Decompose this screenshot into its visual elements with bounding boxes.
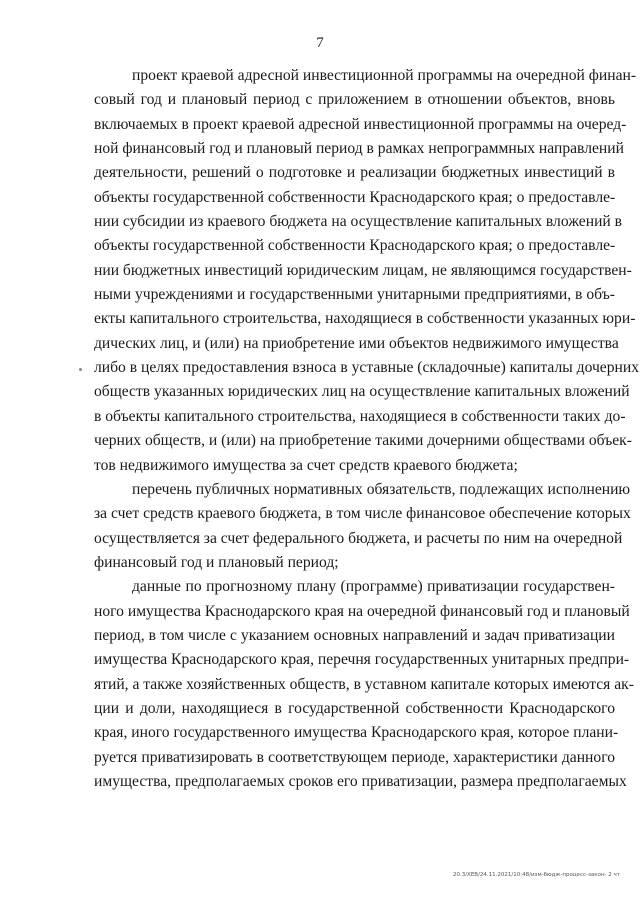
text-line: обществ указанных юридических лиц на осуществление капитальных вложений bbox=[94, 383, 630, 401]
text-line: в объекты капитального строительства, находящиеся в собственности таких до- bbox=[94, 407, 626, 425]
text-line: включаемых в проект краевой адресной инвестиционной программы на очеред- bbox=[94, 115, 627, 133]
text-line: ного имущества Краснодарского края на очередной финансовый год и плановый bbox=[94, 602, 630, 620]
text-line: проект краевой адресной инвестиционной программы на очередной финан- bbox=[132, 67, 637, 84]
page-number: 7 bbox=[316, 35, 324, 51]
text-line: за счет средств краевого бюджета, в том числе финансовое обеспечение которых bbox=[94, 505, 631, 523]
text-line: руется приватизировать в соответствующем периоде, характеристики данного bbox=[94, 748, 615, 766]
text-line: имущества, предполагаемых сроков его приватизации, размера предполагаемых bbox=[94, 772, 627, 790]
text-line: ной финансовый год и плановый период в рамках непрограммных направлений bbox=[94, 140, 624, 158]
text-line: данные по прогнозному плану (программе) приватизации государствен- bbox=[132, 578, 615, 596]
text-line: нии субсидии из краевого бюджета на осуществление капитальных вложений в bbox=[94, 213, 623, 231]
text-line: нии бюджетных инвестиций юридическим лицам, не являющимся государствен- bbox=[94, 261, 632, 279]
text-line: объекты государственной собственности Краснодарского края; о предоставле- bbox=[94, 188, 616, 206]
text-line: период, в том числе с указанием основных направлений и задач приватизации bbox=[94, 626, 615, 644]
text-line: черних обществ, и (или) на приобретение такими дочерними обществами объек- bbox=[94, 432, 632, 450]
text-line: деятельности, решений о подготовке и реализации бюджетных инвестиций в bbox=[94, 164, 615, 182]
text-line: перечень публичных нормативных обязательств, подлежащих исполнению bbox=[132, 480, 631, 498]
margin-mark bbox=[79, 368, 82, 371]
document-footer-code: 20.3/ХЕВ/24.11.2021/10:48/изм-бюдж-процесс-закон- 2 чт bbox=[452, 872, 620, 878]
text-line: либо в целях предоставления взноса в уставные (складочные) капиталы дочерних bbox=[94, 359, 640, 377]
text-line: ятий, а также хозяйственных обществ, в уставном капитале которых имеются ак- bbox=[94, 675, 634, 693]
text-line: финансовый год и плановый период; bbox=[94, 553, 339, 571]
text-line: совый год и плановый период с приложением в отношении объектов, вновь bbox=[94, 91, 615, 109]
paragraph-public-obligations bbox=[94, 478, 631, 575]
document-body bbox=[94, 64, 640, 794]
text-line: тов недвижимого имущества за счет средств краевого бюджета; bbox=[94, 456, 518, 474]
text-line: екты капитального строительства, находящиеся в собственности указанных юри- bbox=[94, 310, 636, 328]
text-line: осуществляется за счет федерального бюджета, и расчеты по ним на очередной bbox=[94, 529, 623, 547]
text-line: края, иного государственного имущества Краснодарского края, которое плани- bbox=[94, 724, 619, 742]
paragraph-investment-program bbox=[94, 64, 640, 478]
text-line: объекты государственной собственности Краснодарского края; о предоставле- bbox=[94, 237, 616, 255]
text-line: ными учреждениями и государственными унитарными предприятиями, в объ- bbox=[94, 286, 615, 304]
text-line: ции и доли, находящиеся в государственной собственности Краснодарского bbox=[94, 699, 615, 717]
paragraph-privatization-plan bbox=[94, 575, 634, 794]
text-line: имущества Краснодарского края, перечня государственных унитарных предпри- bbox=[94, 651, 630, 669]
text-line: дических лиц, и (или) на приобретение ими объектов недвижимого имущества bbox=[94, 334, 619, 352]
